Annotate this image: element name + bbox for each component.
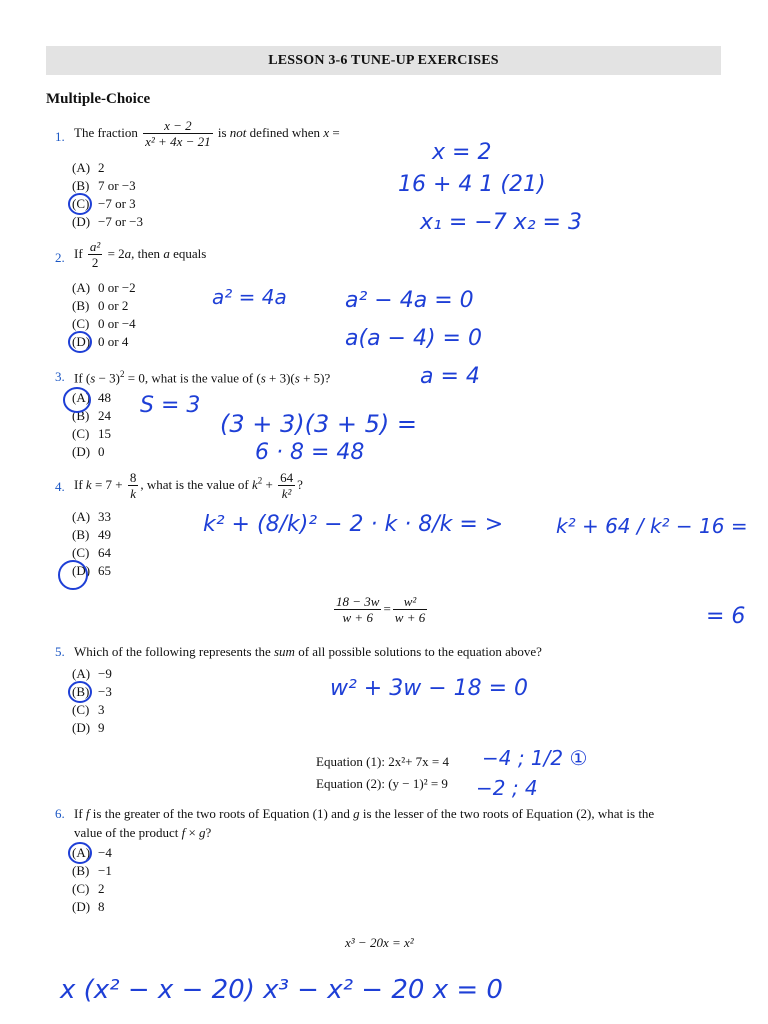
hw-q4-line3: = 6 <box>706 604 746 629</box>
question-6-number: 6. <box>55 806 65 821</box>
q3-var: s <box>294 370 300 386</box>
option-label: (A) <box>72 666 91 681</box>
q1-frac-num: x − 2 <box>164 118 192 133</box>
q1-post2: defined when <box>246 124 324 140</box>
q3-text-a: If ( <box>74 370 91 386</box>
q3-text-b: − 3) <box>95 370 120 386</box>
option-text: 0 or 4 <box>98 334 129 349</box>
option-label: (D) <box>72 899 91 914</box>
q5-em: sum <box>274 644 295 659</box>
option-text: 8 <box>98 899 105 914</box>
q5-text-b: of all possible solutions to the equation above? <box>294 644 542 659</box>
option-text: 49 <box>98 527 111 542</box>
q6-line1-a: If <box>74 806 86 821</box>
option-label: (C) <box>72 702 90 717</box>
q2-post2: , then <box>131 245 164 261</box>
q6-line2-b: × <box>185 825 200 840</box>
q2-post1: = 2 <box>104 245 125 261</box>
q3-text-d: + 3)( <box>265 370 295 386</box>
option-text: −7 or −3 <box>98 214 143 229</box>
q6-var: g <box>199 825 206 840</box>
q6-answer-circle <box>69 843 91 863</box>
question-5-number: 5. <box>55 644 65 659</box>
q5-eq-left-num: 18 − 3w <box>336 594 380 609</box>
option-label: (C) <box>72 545 90 560</box>
option-label: (C) <box>72 881 90 896</box>
option-text: −1 <box>98 863 112 878</box>
hw-q1-line3: x₁ = −7 x₂ = 3 <box>420 210 582 235</box>
q3-var: s <box>260 370 266 386</box>
q2-text-pre: If <box>74 245 83 261</box>
q4-answer-circle <box>59 561 87 589</box>
option-text: 7 or −3 <box>98 178 136 193</box>
q2-post-var2: a <box>163 245 170 261</box>
q5-eq-right-num: w² <box>403 594 417 609</box>
option-label: (B) <box>72 178 90 193</box>
bottom-equation-text: x³ − 20x = x² <box>345 935 414 950</box>
q6-equation-1: Equation (1): 2x²+ 7x = 4 <box>316 754 450 769</box>
option-label: (C) <box>72 316 90 331</box>
option-text: −3 <box>98 684 112 699</box>
question-1-number: 1. <box>55 129 65 144</box>
q4-mid2: + <box>262 476 273 492</box>
q4-var: k <box>251 476 258 492</box>
option-text: −9 <box>98 666 112 681</box>
q1-post-var: x <box>323 124 330 140</box>
q4-pre: If <box>74 476 86 492</box>
q1-post3: = <box>329 124 340 140</box>
q1-text-pre: The fraction <box>74 124 138 140</box>
q6-var: f <box>181 825 186 840</box>
option-text: 0 or −2 <box>98 280 136 295</box>
q6-line1-b: is the greater of the two roots of Equation (1) and <box>89 806 354 821</box>
q6-line1-c: is the lesser of the two roots of Equation (2), what is the <box>359 806 655 821</box>
option-text: 24 <box>98 408 111 423</box>
option-label: (A) <box>72 280 91 295</box>
q4-frac1-num: 8 <box>129 470 137 485</box>
option-label: (D) <box>72 563 91 578</box>
option-text: 0 or 2 <box>98 298 129 313</box>
q3-var: s <box>90 370 96 386</box>
hw-q2-line3: a(a − 4) = 0 <box>345 326 482 351</box>
option-text: 33 <box>98 509 111 524</box>
option-label: (D) <box>72 720 91 735</box>
option-label: (D) <box>72 334 91 349</box>
q4-mid: , what is the value of <box>140 476 252 492</box>
option-text: 65 <box>98 563 111 578</box>
option-text: −7 or 3 <box>98 196 136 211</box>
section-heading: Multiple-Choice <box>46 91 151 107</box>
hw-q3-line1: S = 3 <box>140 393 201 418</box>
option-label: (B) <box>72 408 90 423</box>
q4-frac2-num: 64 <box>280 470 294 485</box>
q2-answer-circle <box>69 332 91 352</box>
q3-sup: 2 <box>119 369 125 379</box>
option-label: (A) <box>72 160 91 175</box>
q1-frac-den: x² + 4x − 21 <box>145 134 211 149</box>
q1-post1: is <box>214 124 230 140</box>
option-label: (D) <box>72 444 91 459</box>
q4-end: ? <box>297 476 303 492</box>
option-text: 64 <box>98 545 111 560</box>
q4-sup: 2 <box>257 475 263 486</box>
option-label: (D) <box>72 214 91 229</box>
option-label: (B) <box>72 863 90 878</box>
option-label: (C) <box>72 426 90 441</box>
option-label: (A) <box>72 845 91 860</box>
option-label: (A) <box>72 390 91 405</box>
hw-q5-line1: w² + 3w − 18 = 0 <box>330 676 529 701</box>
option-label: (B) <box>72 684 90 699</box>
option-text: 2 <box>98 160 105 175</box>
q6-var: g <box>353 806 360 821</box>
q2-frac-den: 2 <box>91 255 99 270</box>
q4-var: k <box>85 476 92 492</box>
option-text: 3 <box>98 702 105 717</box>
q6-var: f <box>85 806 90 821</box>
option-label: (B) <box>72 298 90 313</box>
q1-post-em: not <box>229 124 247 140</box>
option-label: (C) <box>72 196 90 211</box>
q6-line2-c: ? <box>205 825 212 840</box>
hw-q3-line2: (3 + 3)(3 + 5) = <box>220 410 418 438</box>
q6-line2-a: value of the product <box>74 825 182 840</box>
q2-post3: equals <box>169 245 207 261</box>
q5-text-a: Which of the following represents the <box>74 644 274 659</box>
q4-frac1-den: k <box>130 486 137 501</box>
q3-text-e: + 5)? <box>299 370 331 386</box>
hw-q1-line1: x = 2 <box>432 140 492 165</box>
q2-frac-num: a² <box>89 239 101 254</box>
option-label: (A) <box>72 509 91 524</box>
q5-eq-sign: = <box>383 600 391 616</box>
question-2-number: 2. <box>55 250 65 265</box>
option-text: 9 <box>98 720 105 735</box>
option-text: 2 <box>98 881 105 896</box>
question-3-number: 3. <box>55 369 65 384</box>
hw-q4-line1: k² + (8/k)² − 2 · k · 8/k = > <box>203 512 504 537</box>
hw-q2-line1: a² = 4a <box>212 285 287 309</box>
q1-answer-circle <box>69 194 91 214</box>
hw-q3-line3: 6 · 8 = 48 <box>255 440 365 465</box>
hw-q2-line2: a² − 4a = 0 <box>345 288 474 313</box>
q4-pre2: = 7 + <box>91 476 123 492</box>
q4-frac2-den: k² <box>281 486 292 501</box>
hw-q2-line4: a = 4 <box>420 364 480 389</box>
lesson-title-banner: LESSON 3-6 TUNE-UP EXERCISES <box>46 46 721 75</box>
option-label: (B) <box>72 527 90 542</box>
hw-bottom-line1: x (x² − x − 20) x³ − x² − 20 x = 0 <box>60 975 503 1005</box>
q5-eq-left-den: w + 6 <box>342 610 373 625</box>
option-text: −4 <box>98 845 112 860</box>
option-text: 15 <box>98 426 111 441</box>
question-4-number: 4. <box>55 479 65 494</box>
q5-eq-right-den: w + 6 <box>394 610 426 625</box>
option-text: 0 or −4 <box>98 316 136 331</box>
hw-q6-line1: −4 ; 1/2 ① <box>482 746 588 770</box>
option-text: 48 <box>98 390 111 405</box>
option-text: 0 <box>98 444 105 459</box>
q3-text-c: = 0, what is the value of ( <box>124 370 261 386</box>
hw-q6-line2: −2 ; 4 <box>476 776 538 800</box>
q6-equation-2: Equation (2): (y − 1)² = 9 <box>316 776 448 791</box>
hw-q1-line2: 16 + 4 1 (21) <box>398 172 546 197</box>
q2-post-var: a <box>124 245 132 261</box>
q5-answer-circle <box>69 682 91 702</box>
q3-answer-circle <box>64 388 90 412</box>
hw-q4-line2: k² + 64 / k² − 16 = <box>556 514 748 538</box>
